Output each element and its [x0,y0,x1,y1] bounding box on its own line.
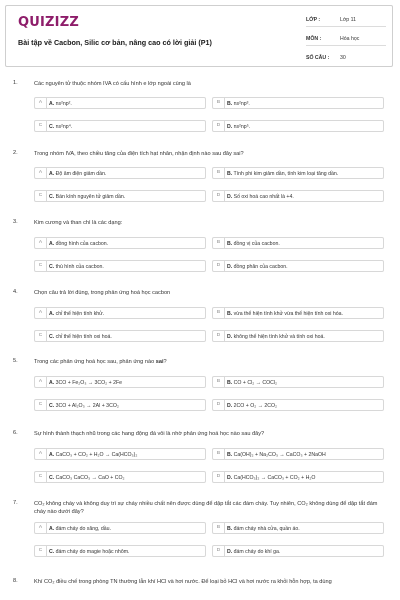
option-d[interactable] [212,190,384,202]
question-text: Sự hình thành thạch nhũ trong các hang động đá vôi là nhờ phản ứng hoá học nào sau đây? [34,431,265,437]
option-letter: C [35,191,47,201]
option-letter: C [35,546,47,556]
option-text: Tính phi kim giảm dần, tính kim loại tăng dần. [233,170,339,177]
option-text: đám cháy do magie hoặc nhôm. [55,548,130,555]
meta-label: MÔN : [306,36,322,42]
option-text: đám cháy nhà cửa, quần áo. [233,525,300,532]
option-letter: A [35,168,47,178]
option-a[interactable] [34,376,206,388]
option-letter: A [35,449,47,459]
question-number: 3. [13,219,18,225]
option-d[interactable] [212,471,384,483]
option-a[interactable] [34,237,206,249]
option-text: Ca(OH)₂ + Na₂CO₃ → CaCO₃ + 2NaOH [233,451,326,458]
option-prefix: C. [49,263,55,270]
option-text: Số oxi hoá cao nhất là +4. [233,193,294,200]
option-text: ns²np². [55,100,72,107]
option-letter: D [213,400,225,410]
emphasis-word: sai [155,359,164,365]
option-d[interactable] [212,399,384,411]
option-prefix: B. [227,170,233,177]
option-text: chỉ thể hiện tính khử. [55,310,105,317]
option-prefix: A. [49,100,55,107]
question-text: Các nguyên tử thuộc nhóm IVA có cấu hình e lớp ngoài cùng là [34,81,191,87]
option-d[interactable] [212,545,384,557]
option-prefix: A. [49,451,55,458]
option-prefix: C. [49,402,55,409]
option-d[interactable] [212,330,384,342]
option-letter: B [213,168,225,178]
option-letter: C [35,121,47,131]
option-letter: D [213,261,225,271]
option-letter: C [35,400,47,410]
option-b[interactable] [212,167,384,179]
option-prefix: A. [49,525,55,532]
option-letter: B [213,238,225,248]
option-text: CO + Cl₂ → COCl₂ [233,379,278,386]
option-b[interactable] [212,448,384,460]
option-text: 3CO + Fe₂O₃ → 3CO₂ + 2Fe [55,379,123,386]
option-prefix: A. [49,240,55,247]
option-c[interactable] [34,330,206,342]
option-letter: B [213,308,225,318]
option-text: không thể hiện tính khử và tính oxi hoá. [233,333,325,340]
option-letter: C [35,331,47,341]
option-text: Độ âm điện giảm dần. [55,170,107,177]
question-number: 6. [13,430,18,436]
option-letter: B [213,523,225,533]
question-text: Trong các phản ứng hoá học sau, phản ứng nào sai? [34,359,167,365]
option-b[interactable] [212,307,384,319]
option-c[interactable] [34,190,206,202]
option-b[interactable] [212,376,384,388]
question-number: 7. [13,500,18,506]
option-letter: B [213,377,225,387]
option-text: đám cháy do khí ga. [233,548,281,555]
meta-value: Lớp 11 [340,17,356,23]
option-letter: C [35,472,47,482]
option-prefix: C. [49,123,55,130]
option-letter: B [213,449,225,459]
quizizz-logo: QUIZIZZ [18,15,79,30]
meta-row-class [306,12,386,27]
option-text: đồng vị của cacbon. [233,240,280,247]
option-b[interactable] [212,522,384,534]
option-letter: D [213,472,225,482]
option-letter: B [213,98,225,108]
option-prefix: D. [227,474,233,481]
option-text: đám cháy do xăng, dầu. [55,525,112,532]
option-prefix: C. [49,193,55,200]
question-text: Chọn câu trả lời đúng, trong phản ứng hoá học cacbon [34,290,171,296]
option-a[interactable] [34,448,206,460]
option-c[interactable] [34,399,206,411]
option-text: 2CO + O₂ → 2CO₂ [233,402,278,409]
option-text: ns²np⁵. [233,123,251,130]
option-prefix: D. [227,402,233,409]
question-number: 4. [13,289,18,295]
option-a[interactable] [34,167,206,179]
option-letter: D [213,121,225,131]
option-text: chỉ thể hiện tính oxi hoá. [55,333,112,340]
meta-value: 30 [340,55,346,61]
option-prefix: B. [227,451,233,458]
meta-row-subject [306,31,386,46]
option-c[interactable] [34,545,206,557]
question-number: 5. [13,358,18,364]
option-text: thù hình của cacbon. [55,263,104,270]
option-a[interactable] [34,522,206,534]
option-text: CaCO₃ + CO₂ + H₂O → Ca(HCO₃)₂ [55,451,138,458]
option-prefix: D. [227,193,233,200]
question-number: 8. [13,578,18,584]
option-c[interactable] [34,120,206,132]
option-prefix: C. [49,333,55,340]
option-letter: C [35,261,47,271]
question-text: CO₂ không cháy và không duy trì sự cháy nhiều chất nên được dùng để dập tắt các đám cháy. Tuy nhiên, CO₂ không dùng để dập tắt đám cháy nào dưới đây? [34,501,378,516]
option-prefix: C. [49,548,55,555]
question-text: Khí CO₂ điều chế trong phòng TN thường lẫn khí HCl và hơi nước. Để loại bỏ HCl và hơi nước ra khỏi hỗn hợp, ta dùng [34,579,332,585]
option-letter: A [35,98,47,108]
option-c[interactable] [34,471,206,483]
meta-panel [306,12,386,68]
meta-row-count [306,50,386,64]
question-text: Trong nhóm IVA, theo chiều tăng của điện tích hạt nhân, nhận định nào sau đây sai? [34,151,244,157]
option-c[interactable] [34,260,206,272]
option-b[interactable] [212,237,384,249]
option-prefix: A. [49,379,55,386]
option-prefix: B. [227,525,233,532]
option-letter: D [213,546,225,556]
option-letter: D [213,191,225,201]
option-letter: A [35,377,47,387]
option-prefix: B. [227,100,233,107]
option-prefix: D. [227,263,233,270]
question-number: 1. [13,80,18,86]
option-text: đồng hình của cacbon. [55,240,109,247]
option-b[interactable] [212,97,384,109]
option-text: ns²np⁴. [55,123,73,130]
option-a[interactable] [34,97,206,109]
option-prefix: A. [49,170,55,177]
option-text: ns²np³. [233,100,250,107]
option-text: Bán kính nguyên tử giảm dần. [55,193,126,200]
option-prefix: B. [227,379,233,386]
option-letter: A [35,238,47,248]
option-text: đồng phân của cacbon. [233,263,288,270]
option-d[interactable] [212,120,384,132]
option-letter: A [35,308,47,318]
option-prefix: D. [227,123,233,130]
option-prefix: A. [49,310,55,317]
option-prefix: B. [227,310,233,317]
option-prefix: C. [49,474,55,481]
option-prefix: B. [227,240,233,247]
question-text: Kim cương và than chì là các dạng: [34,220,123,226]
question-number: 2. [13,150,18,156]
option-text: CaCO₃ CaCO₃ → CaO + CO₂ [55,474,125,481]
option-letter: A [35,523,47,533]
option-text: 3CO + Al₂O₃ → 2Al + 3CO₂ [55,402,119,409]
meta-value: Hóa học [340,36,360,42]
option-text: vừa thể hiện tính khử vừa thể hiện tính oxi hóa. [233,310,343,317]
option-d[interactable] [212,260,384,272]
option-prefix: D. [227,333,233,340]
option-letter: D [213,331,225,341]
header-box [5,5,393,67]
option-text: Ca(HCO₃)₂ → CaCO₃ + CO₂ + H₂O [233,474,316,481]
option-prefix: D. [227,548,233,555]
option-a[interactable] [34,307,206,319]
document-title: Bài tập về Cacbon, Silic cơ bản, nâng cao có lời giải (P1) [18,38,212,47]
meta-label: SỐ CÂU : [306,55,330,61]
meta-label: LỚP : [306,17,321,23]
